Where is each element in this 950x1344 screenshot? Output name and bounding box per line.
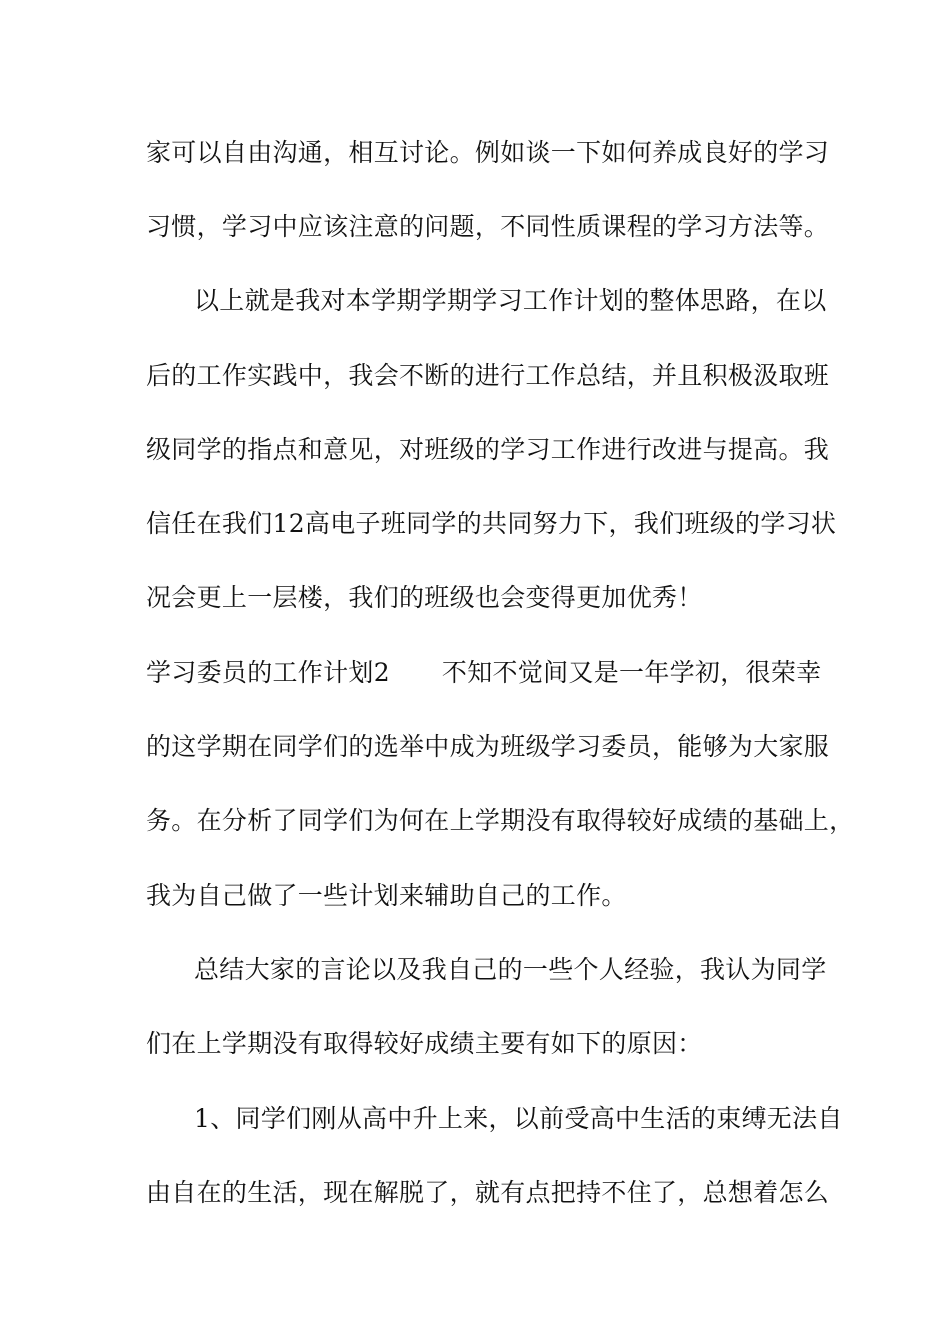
text-line: 的这学期在同学们的选举中成为班级学习委员，能够为大家服 <box>146 732 830 761</box>
section-heading: 学习委员的工作计划2 <box>146 658 390 687</box>
paragraph-first-line: 以上就是我对本学期学期学习工作计划的整体思路，在以 <box>194 286 827 315</box>
text-line: 由自在的生活，现在解脱了，就有点把持不住了，总想着怎么 <box>146 1178 830 1207</box>
text-line: 后的工作实践中，我会不断的进行工作总结，并且积极汲取班 <box>146 361 830 390</box>
paragraph-first-line: 总结大家的言论以及我自己的一些个人经验，我认为同学 <box>194 955 827 984</box>
text-line: 们在上学期没有取得较好成绩主要有如下的原因： <box>146 1029 703 1058</box>
text-line: 级同学的指点和意见，对班级的学习工作进行改进与提高。我 <box>146 435 830 464</box>
section-first-line: 不知不觉间又是一年学初，很荣幸 <box>441 658 822 687</box>
text-line: 务。在分析了同学们为何在上学期没有取得较好成绩的基础上， <box>146 806 855 835</box>
text-line: 家可以自由沟通，相互讨论。例如谈一下如何养成良好的学习 <box>146 138 830 167</box>
text-line: 我为自己做了一些计划来辅助自己的工作。 <box>146 881 627 910</box>
text-line: 况会更上一层楼，我们的班级也会变得更加优秀！ <box>146 583 703 612</box>
paragraph-first-line: 1、同学们刚从高中升上来，以前受高中生活的束缚无法自 <box>194 1104 843 1133</box>
text-line: 信任在我们12高电子班同学的共同努力下，我们班级的学习状 <box>146 509 837 538</box>
text-line: 习惯，学习中应该注意的问题，不同性质课程的学习方法等。 <box>146 212 830 241</box>
section-heading-line <box>146 656 821 690</box>
